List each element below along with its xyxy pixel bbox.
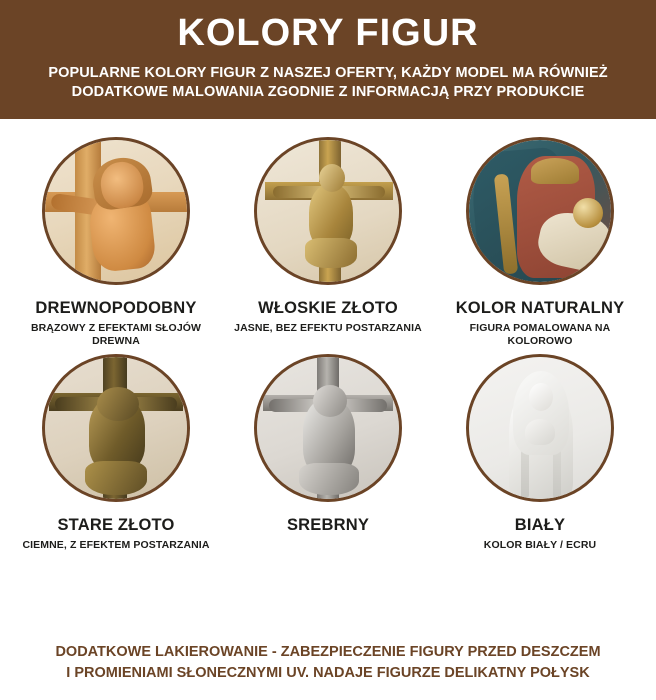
color-option-description: JASNE, BEZ EFEKTU POSTARZANIA xyxy=(234,322,422,335)
swatch-image-antique-gold xyxy=(45,357,187,499)
color-swatch-wood-look[interactable] xyxy=(42,137,190,285)
page-title: KOLORY FIGUR xyxy=(177,12,479,54)
color-swatch-white[interactable] xyxy=(466,354,614,502)
header-subtitle-line-1: POPULARNE KOLORY FIGUR Z NASZEJ OFERTY, KAŻDY MODEL MA RÓWNIEŻ xyxy=(48,64,608,81)
color-option-bialy[interactable] xyxy=(440,354,640,552)
footer-line-2: I PROMIENIAMI SŁONECZNYMI UV. NADAJE FIGURZE DELIKATNY POŁYSK xyxy=(66,664,590,681)
color-grid xyxy=(0,119,656,632)
color-option-title: SREBRNY xyxy=(286,516,370,535)
swatch-image-white xyxy=(469,357,611,499)
footer-note xyxy=(0,632,656,700)
color-option-title: DREWNOPODOBNY xyxy=(35,299,197,318)
color-swatch-italian-gold[interactable] xyxy=(254,137,402,285)
swatch-image-natural-color xyxy=(469,140,611,282)
color-option-title: WŁOSKIE ZŁOTO xyxy=(258,299,398,318)
header-banner xyxy=(0,0,656,119)
color-swatch-antique-gold[interactable] xyxy=(42,354,190,502)
color-option-wloskie-zloto[interactable] xyxy=(228,137,428,348)
color-grid-row-2 xyxy=(10,354,646,552)
color-option-drewnopodobny[interactable] xyxy=(16,137,216,348)
swatch-image-wood-look xyxy=(45,140,187,282)
color-option-srebrny[interactable] xyxy=(228,354,428,552)
color-option-description: FIGURA POMALOWANA NA KOLOROWO xyxy=(469,322,611,348)
swatch-image-silver xyxy=(257,357,399,499)
footer-line-1: DODATKOWE LAKIEROWANIE - ZABEZPIECZENIE FIGURY PRZED DESZCZEM xyxy=(55,643,601,660)
color-swatch-natural-color[interactable] xyxy=(466,137,614,285)
color-option-stare-zloto[interactable] xyxy=(16,354,216,552)
color-option-title: KOLOR NATURALNY xyxy=(455,299,625,318)
color-grid-row-1 xyxy=(10,137,646,348)
header-subtitle-line-2: DODATKOWE MALOWANIA ZGODNIE Z INFORMACJĄ PRZY PRODUKCIE xyxy=(71,84,585,101)
color-option-description: CIEMNE, Z EFEKTEM POSTARZANIA xyxy=(22,539,210,552)
color-option-description: KOLOR BIAŁY / ECRU xyxy=(483,539,597,552)
color-option-kolor-naturalny[interactable] xyxy=(440,137,640,348)
color-option-title: STARE ZŁOTO xyxy=(57,516,175,535)
color-option-description: BRĄZOWY Z EFEKTAMI SŁOJÓW DREWNA xyxy=(30,322,202,348)
swatch-image-italian-gold xyxy=(257,140,399,282)
color-swatch-silver[interactable] xyxy=(254,354,402,502)
color-option-title: BIAŁY xyxy=(514,516,566,535)
header-subtitle xyxy=(18,64,638,103)
